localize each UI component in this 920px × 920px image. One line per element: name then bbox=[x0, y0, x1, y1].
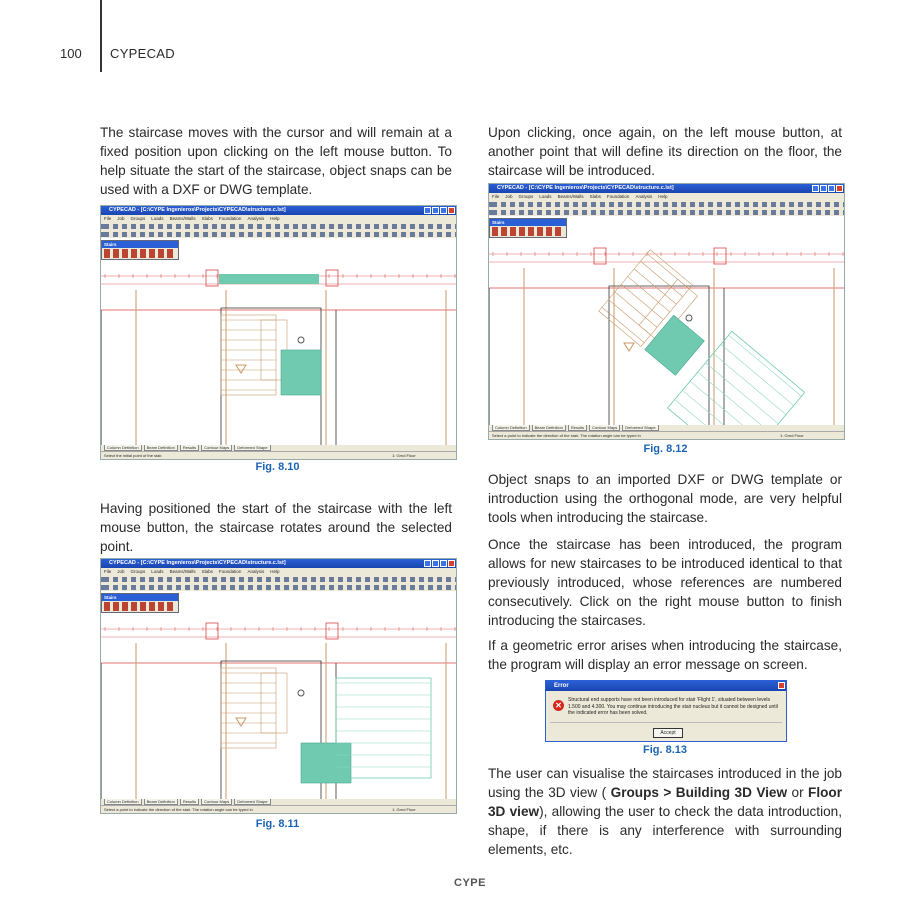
tab-results[interactable]: Results bbox=[180, 445, 199, 451]
palette-tools[interactable] bbox=[492, 227, 564, 236]
window-controls bbox=[812, 185, 843, 192]
stair-step bbox=[615, 292, 657, 327]
text: The user can visualise the staircases introduced in the job using the 3D view ( bbox=[488, 766, 842, 800]
stair-step-preview bbox=[675, 400, 748, 425]
close-icon[interactable] bbox=[448, 560, 455, 567]
stair-flight bbox=[221, 315, 276, 395]
menu-item-job[interactable]: Job bbox=[117, 216, 125, 221]
stairs-palette bbox=[489, 218, 567, 238]
paragraph: Once the staircase has been introduced, the program allows for new staircases to be introduced identical to that previously introduced, whose references are numbered consecutively. Click on the right mouse button to finish introducing the staircases. bbox=[488, 537, 842, 628]
menu-item-file[interactable]: File bbox=[492, 194, 500, 199]
snap-point bbox=[686, 315, 692, 321]
help-icon[interactable] bbox=[424, 560, 431, 567]
window-title-bar bbox=[101, 559, 456, 568]
stair-step-preview bbox=[706, 363, 779, 424]
stair-step bbox=[634, 269, 676, 304]
menu-item-job[interactable]: Job bbox=[117, 569, 125, 574]
paragraph bbox=[488, 764, 842, 859]
cad-drawing[interactable] bbox=[489, 238, 844, 425]
stair-beam-highlight bbox=[219, 274, 319, 284]
toolbar[interactable] bbox=[489, 208, 844, 216]
tab-column-definition[interactable]: Column Definition bbox=[104, 445, 142, 451]
menu-item-file[interactable]: File bbox=[104, 216, 112, 221]
menu-item-beamswalls[interactable]: Beams/Walls bbox=[169, 216, 196, 221]
tab-deformed-shape[interactable]: Deformed Shape bbox=[234, 445, 270, 451]
menu-item-help[interactable]: Help bbox=[270, 569, 280, 574]
status-bar bbox=[101, 805, 456, 813]
window-title: CYPECAD - [C:\CYPE Ingenieros\Projects\CYPECAD\structure.c.lst] bbox=[497, 185, 674, 191]
stair-step bbox=[602, 307, 644, 342]
menu-item-loads[interactable]: Loads bbox=[151, 216, 164, 221]
divider bbox=[550, 722, 782, 723]
column bbox=[714, 248, 726, 264]
paragraph: Having positioned the start of the staircase with the left mouse button, the staircase rotates around the selected point. bbox=[100, 501, 452, 554]
tab-contour-maps[interactable]: Contour Maps bbox=[201, 799, 232, 805]
menu-bar bbox=[489, 193, 844, 200]
figure-caption: Fig. 8.11 bbox=[255, 818, 300, 830]
menu-item-analysis[interactable]: Analysis bbox=[247, 569, 265, 574]
menu-item-groups[interactable]: Groups bbox=[518, 194, 534, 199]
screenshot-fig-8-10 bbox=[100, 205, 457, 460]
stair-flight bbox=[221, 668, 276, 748]
help-icon[interactable] bbox=[424, 207, 431, 214]
menu-item-beamswalls[interactable]: Beams/Walls bbox=[557, 194, 584, 199]
figure-caption: Fig. 8.12 bbox=[643, 443, 688, 455]
menu-item-job[interactable]: Job bbox=[505, 194, 513, 199]
text: ), allowing the user to check the data introduction, shape, if there is any interference with surrounding elements, etc. bbox=[488, 804, 842, 857]
menu-item-file[interactable]: File bbox=[104, 569, 112, 574]
palette-title: Stairs bbox=[102, 241, 178, 248]
figure-caption: Fig. 8.10 bbox=[255, 461, 300, 473]
maximize-icon[interactable] bbox=[440, 560, 447, 567]
stair-step-preview bbox=[721, 344, 794, 405]
paragraph: The staircase moves with the cursor and will remain at a fixed position upon clicking on the left mouse button. To help situate the start of the staircase, object snaps can be used with a DXF or DWG template. bbox=[100, 125, 452, 197]
screenshot-fig-8-11 bbox=[100, 558, 457, 814]
paragraph: Upon clicking, once again, on the left mouse button, at another point that will define its direction on the floor, the staircase will be introduced. bbox=[488, 125, 842, 178]
screenshot-fig-8-12 bbox=[488, 183, 845, 440]
window-controls bbox=[424, 207, 455, 214]
column bbox=[326, 270, 338, 286]
palette-title: Stairs bbox=[490, 219, 566, 226]
menu-item-foundation[interactable]: Foundation bbox=[606, 194, 630, 199]
paragraph: Object snaps to an imported DXF or DWG template or introduction using the orthogonal mode, are very helpful tools when introducing the staircase. bbox=[488, 472, 842, 525]
menu-item-foundation[interactable]: Foundation bbox=[218, 569, 242, 574]
stair-landing bbox=[281, 350, 321, 395]
tab-beam-definition[interactable]: Beam Definition bbox=[144, 799, 178, 805]
status-message: Select the initial point of the stair. bbox=[104, 453, 163, 458]
menu-bar bbox=[101, 568, 456, 575]
page-number: 100 bbox=[60, 46, 82, 61]
cad-drawing[interactable] bbox=[101, 613, 456, 799]
figure-caption: Fig. 8.13 bbox=[642, 744, 688, 756]
header-rule bbox=[100, 0, 102, 72]
snap-point bbox=[298, 337, 304, 343]
arrow-marker bbox=[236, 365, 246, 373]
window-title: CYPECAD - [C:\CYPE Ingenieros\Projects\CYPECAD\structure.c.lst] bbox=[109, 560, 286, 566]
section-title: CYPECAD bbox=[110, 46, 175, 61]
stair-step bbox=[621, 284, 663, 319]
menu-item-beamswalls[interactable]: Beams/Walls bbox=[169, 569, 196, 574]
text: or bbox=[787, 785, 809, 800]
help-icon[interactable] bbox=[812, 185, 819, 192]
column bbox=[206, 270, 218, 286]
staircase bbox=[221, 315, 321, 395]
stairs-palette bbox=[101, 240, 179, 260]
stair-landing bbox=[301, 743, 351, 783]
floor-indicator: 1: Grnd Floor bbox=[392, 453, 416, 458]
minimize-icon[interactable] bbox=[820, 185, 827, 192]
menu-item-help[interactable]: Help bbox=[270, 216, 280, 221]
floor-indicator: 1: Grnd Floor bbox=[392, 807, 416, 812]
stair-step-preview bbox=[690, 381, 763, 425]
tab-beam-definition[interactable]: Beam Definition bbox=[532, 425, 566, 431]
menu-item-foundation[interactable]: Foundation bbox=[218, 216, 242, 221]
menu-item-loads[interactable]: Loads bbox=[151, 569, 164, 574]
footer-brand: CYPE bbox=[454, 877, 486, 889]
toolbar[interactable] bbox=[101, 222, 456, 230]
tab-results[interactable]: Results bbox=[568, 425, 587, 431]
window-title-bar bbox=[489, 184, 844, 193]
palette-tools[interactable] bbox=[104, 602, 176, 611]
tab-results[interactable]: Results bbox=[180, 799, 199, 805]
error-title-bar bbox=[546, 681, 786, 691]
stairs-palette bbox=[101, 593, 179, 613]
menu-item-loads[interactable]: Loads bbox=[539, 194, 552, 199]
close-icon[interactable] bbox=[836, 185, 843, 192]
window-title: CYPECAD - [C:\CYPE Ingenieros\Projects\CYPECAD\structure.c.lst] bbox=[109, 207, 286, 213]
column bbox=[326, 623, 338, 639]
status-bar bbox=[489, 431, 844, 439]
tab-deformed-shape[interactable]: Deformed Shape bbox=[234, 799, 270, 805]
error-icon: ✕ bbox=[553, 700, 564, 711]
tab-column-definition[interactable]: Column Definition bbox=[104, 799, 142, 805]
menu-item-slabs[interactable]: Slabs bbox=[589, 194, 601, 199]
menu-item-analysis[interactable]: Analysis bbox=[635, 194, 653, 199]
menu-path: Groups > Building 3D View bbox=[610, 785, 788, 800]
menu-item-groups[interactable]: Groups bbox=[130, 216, 146, 221]
window-title-bar bbox=[101, 206, 456, 215]
tab-deformed-shape[interactable]: Deformed Shape bbox=[622, 425, 658, 431]
column bbox=[594, 248, 606, 264]
floor-indicator: 1: Grnd Floor bbox=[780, 433, 804, 438]
menu-item-analysis[interactable]: Analysis bbox=[247, 216, 265, 221]
status-message: Select a point to indicate the direction of the stair. The rotation angle can be typed in bbox=[492, 433, 641, 438]
error-dialog bbox=[545, 680, 787, 742]
menu-bar bbox=[101, 215, 456, 222]
status-message: Select a point to indicate the direction of the stair. The rotation angle can be typed in bbox=[104, 807, 253, 812]
minimize-icon[interactable] bbox=[432, 560, 439, 567]
close-icon[interactable] bbox=[778, 682, 785, 689]
cad-drawing[interactable] bbox=[101, 260, 456, 445]
toolbar[interactable] bbox=[101, 583, 456, 591]
stair-step-preview bbox=[729, 335, 802, 396]
close-icon[interactable] bbox=[448, 207, 455, 214]
tab-beam-definition[interactable]: Beam Definition bbox=[144, 445, 178, 451]
stair-step bbox=[641, 261, 683, 296]
maximize-icon[interactable] bbox=[828, 185, 835, 192]
tab-column-definition[interactable]: Column Definition bbox=[492, 425, 530, 431]
stair-step bbox=[628, 277, 670, 312]
paragraph: If a geometric error arises when introducing the staircase, the program will display an error message on screen. bbox=[488, 638, 842, 672]
menu-item-help[interactable]: Help bbox=[658, 194, 668, 199]
status-bar bbox=[101, 451, 456, 459]
minimize-icon[interactable] bbox=[432, 207, 439, 214]
menu-item-slabs[interactable]: Slabs bbox=[201, 569, 213, 574]
menu-item-slabs[interactable]: Slabs bbox=[201, 216, 213, 221]
arrow-marker bbox=[236, 718, 246, 726]
palette-title: Stairs bbox=[102, 594, 178, 601]
tab-contour-maps[interactable]: Contour Maps bbox=[201, 445, 232, 451]
arrow-marker bbox=[624, 343, 634, 351]
menu-item-groups[interactable]: Groups bbox=[130, 569, 146, 574]
tab-contour-maps[interactable]: Contour Maps bbox=[589, 425, 620, 431]
toolbar[interactable] bbox=[101, 230, 456, 238]
error-title: Error bbox=[554, 683, 569, 689]
snap-point bbox=[298, 690, 304, 696]
menu-path: Floor 3D view bbox=[488, 785, 842, 819]
maximize-icon[interactable] bbox=[440, 207, 447, 214]
toolbar[interactable] bbox=[101, 575, 456, 583]
column bbox=[206, 623, 218, 639]
toolbar[interactable] bbox=[489, 200, 844, 208]
window-controls bbox=[424, 560, 455, 567]
accept-button[interactable]: Accept bbox=[653, 728, 683, 738]
palette-tools[interactable] bbox=[104, 249, 176, 258]
error-message: Structural end supports have not been introduced for stair 'Flight 1', situated between levels 1.500 and 4.300. You may continue introducing the stair nucleus but it cannot be designed until the indicated error has been solved. bbox=[568, 697, 778, 716]
